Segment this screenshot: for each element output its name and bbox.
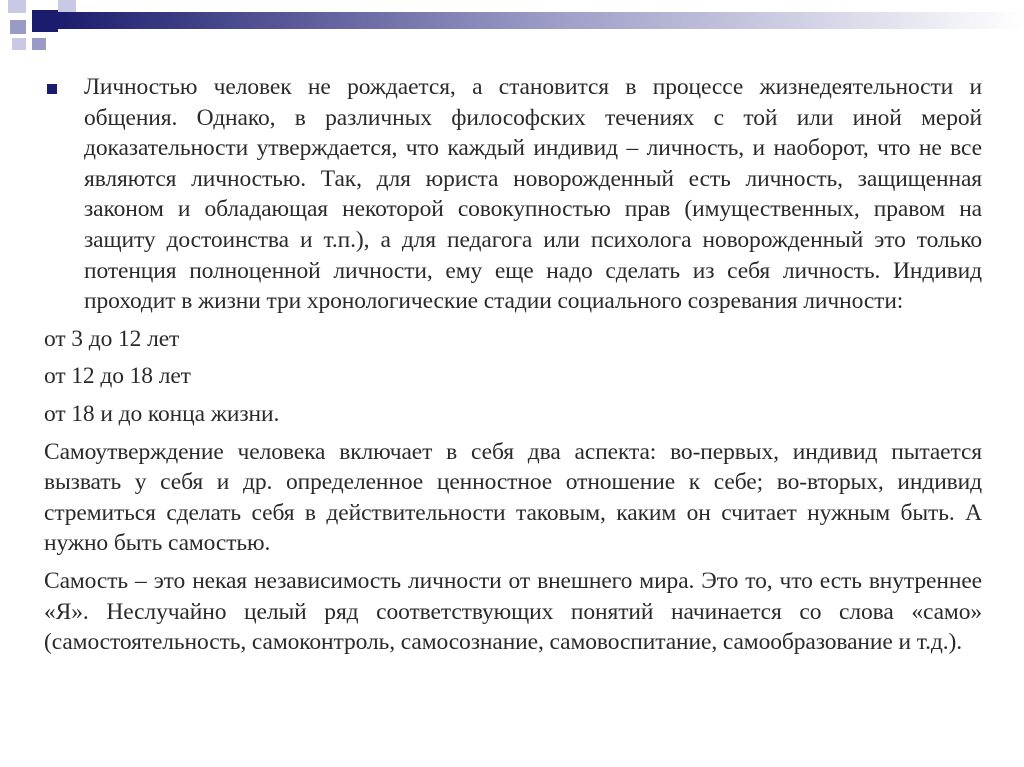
bullet-text: Личностью человек не рождается, а становится в процессе жизнедеятельности и общения. Однако, в различных философских течениях с той или иной мерой доказательности утверждается, что каждый индивид – личность, и наоборот, что не все являются личностью. Так, для юриста новорожденный есть личность, защищенная законом и обладающая некоторой совокупностью прав (имущественных, правом на защиту достоинства и т.п.), а для педагога или психолога новорожденный это только потенция полноценной личности, ему еще надо сделать из себя личность. Индивид проходит в жизни три хронологические стадии социального созревания личности: bbox=[84, 74, 982, 315]
deco-square-mid bbox=[10, 20, 26, 34]
bullet-item bbox=[44, 72, 982, 317]
deco-square-light bbox=[8, 0, 26, 13]
stage-line: от 3 до 12 лет bbox=[44, 325, 180, 352]
header-gradient-bar bbox=[58, 12, 1024, 29]
slide-content bbox=[44, 72, 982, 658]
deco-square-light bbox=[58, 0, 76, 12]
paragraph-self-affirmation: Самоутверждение человека включает в себя два аспекта: во-первых, индивид пытается вызвать у себя и др. определенное ценностное отношение к себе; во-вторых, индивид стремиться сделать себя в действительности таковым, каким он считает нужным быть. А нужно быть самостью. bbox=[44, 438, 982, 557]
stage-line: от 18 и до конца жизни. bbox=[44, 400, 280, 427]
paragraph-selfhood: Самость – это некая независимость личности от внешнего мира. Это то, что есть внутреннее «Я». Неслучайно целый ряд соответствующих понятий начинается со слова «само» (самостоятельность, самоконтроль, самосознание, самовоспитание, самообразование и т.д.). bbox=[44, 567, 982, 656]
header-decoration bbox=[0, 0, 1024, 60]
deco-square-dark bbox=[32, 10, 58, 32]
bullet-square-icon bbox=[47, 84, 57, 94]
deco-square-mid bbox=[32, 38, 46, 50]
deco-square-light bbox=[12, 38, 26, 50]
stage-line: от 12 до 18 лет bbox=[44, 363, 191, 390]
